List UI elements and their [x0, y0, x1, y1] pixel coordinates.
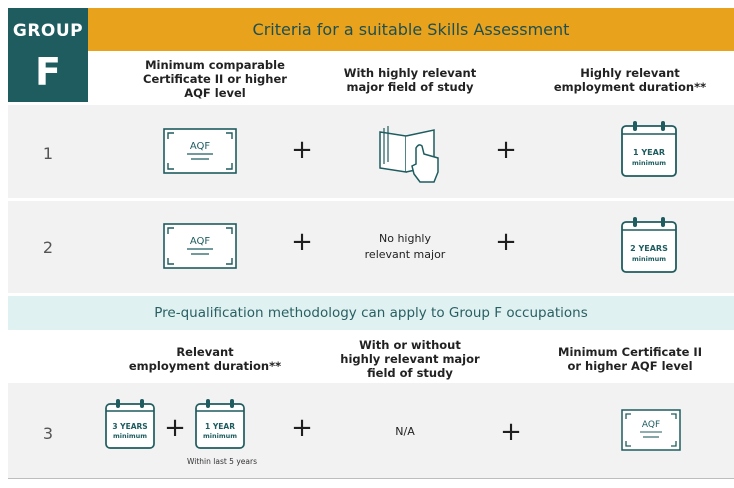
banner-text: Pre-qualification methodology can apply to Group F occupations: [154, 305, 588, 321]
calendar-minimum: minimum: [202, 432, 238, 440]
calendar-duration: 1 YEAR: [633, 148, 665, 157]
calendar-duration: 3 YEARS: [112, 422, 148, 431]
na-text: N/A: [395, 425, 415, 438]
header-line: employment duration**: [553, 80, 707, 94]
header-min-cert: [535, 345, 725, 373]
row-number: 1: [42, 144, 54, 163]
header-line: highly relevant major: [340, 352, 480, 366]
header-line: AQF level: [184, 86, 246, 100]
header-line: or higher AQF level: [567, 359, 693, 373]
aqf-certificate-icon: [163, 223, 237, 269]
plus-sign: +: [495, 135, 517, 165]
calendar-icon: [104, 398, 156, 450]
calendar-icon: [194, 398, 246, 450]
title-bar: [88, 8, 734, 51]
header-line: field of study: [367, 366, 453, 380]
plus-sign: +: [291, 135, 313, 165]
plus-sign: +: [495, 227, 517, 257]
text-line: relevant major: [364, 248, 446, 261]
plus-sign: +: [291, 227, 313, 257]
timeframe-note: Within last 5 years: [187, 457, 257, 466]
header-min-cert: [100, 58, 330, 100]
plus-sign: +: [291, 413, 313, 443]
aqf-label: AQF: [641, 420, 661, 430]
calendar-icon: [620, 120, 678, 178]
row-number: 3: [42, 424, 54, 443]
group-letter: F: [35, 50, 61, 94]
plus-sign: +: [500, 417, 522, 447]
group-badge: [8, 8, 88, 102]
header-line: Minimum Certificate II: [558, 345, 702, 359]
header-employment: [95, 345, 315, 373]
header-line: Minimum comparable: [145, 58, 285, 72]
header-line: With highly relevant: [343, 66, 477, 80]
text-line: No highly: [378, 232, 431, 245]
header-line: Certificate II or higher: [143, 72, 287, 86]
header-employment: [535, 66, 725, 94]
row-number: 2: [42, 238, 54, 257]
header-line: major field of study: [346, 80, 474, 94]
aqf-certificate-icon: [621, 409, 681, 451]
header-line: employment duration**: [128, 359, 282, 373]
header-major: [315, 338, 505, 380]
page-title: Criteria for a suitable Skills Assessment: [252, 20, 570, 39]
calendar-minimum: minimum: [631, 159, 667, 167]
aqf-label: AQF: [189, 236, 211, 247]
calendar-duration: 1 YEAR: [205, 422, 235, 431]
open-book-pointer-icon: [376, 124, 442, 184]
aqf-label: AQF: [189, 141, 211, 152]
calendar-icon: [620, 216, 678, 274]
aqf-certificate-icon: [163, 128, 237, 174]
header-line: With or without: [359, 338, 461, 352]
divider: [8, 478, 734, 479]
calendar-duration: 2 YEARS: [630, 244, 668, 253]
header-line: Highly relevant: [580, 66, 680, 80]
group-word: GROUP: [12, 21, 84, 41]
plus-sign: +: [164, 413, 186, 443]
header-line: Relevant: [176, 345, 234, 359]
prequalification-banner: [8, 296, 734, 330]
header-major: [315, 66, 505, 94]
calendar-minimum: minimum: [112, 432, 148, 440]
calendar-minimum: minimum: [631, 255, 667, 263]
no-relevant-major-text: [340, 231, 470, 263]
